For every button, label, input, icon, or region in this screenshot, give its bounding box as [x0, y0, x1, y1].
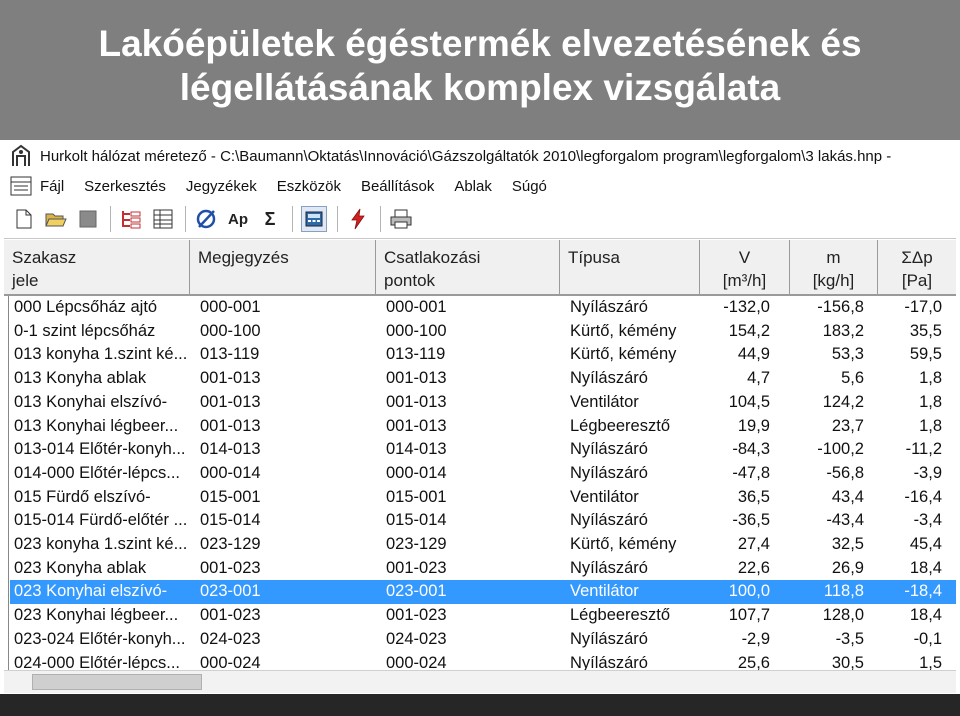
app-window [4, 140, 956, 670]
cell-tipus: Nyílászáró [570, 369, 648, 388]
cell-dp: 45,4 [909, 535, 942, 553]
cell-dp: -18,4 [904, 582, 942, 601]
table-row[interactable] [10, 343, 956, 367]
column-header-line1: Típusa [568, 248, 620, 267]
cell-dp: 59,5 [909, 345, 942, 364]
cell-v: -36,5 [732, 511, 770, 530]
data-grid [4, 240, 956, 670]
column-header-v[interactable] [700, 240, 790, 294]
table-row[interactable] [10, 296, 956, 320]
cell-v: -84,3 [732, 440, 770, 459]
table-row[interactable] [10, 320, 956, 344]
cell-v: 4,7 [747, 369, 770, 388]
cell-szakasz: 0-1 szint lépcsőház [14, 321, 156, 340]
cell-v: 25,6 [737, 653, 770, 670]
table-row[interactable] [10, 462, 956, 486]
table-row[interactable] [10, 533, 956, 557]
cell-dp: -17,0 [904, 298, 942, 316]
cell-megjegyzes: 013-119 [200, 345, 260, 364]
cell-dp: 1,8 [919, 369, 942, 388]
column-header-dp[interactable] [878, 240, 956, 294]
cell-megjegyzes: 015-014 [200, 511, 261, 530]
toolbar-separator [292, 206, 293, 232]
toolbar-separator [185, 206, 186, 232]
column-header-line2: [kg/h] [812, 271, 855, 290]
table-row[interactable] [10, 628, 956, 652]
cell-v: -132,0 [723, 298, 770, 316]
toolbar [4, 200, 956, 239]
cell-dp: -16,4 [904, 487, 942, 506]
table-row[interactable] [10, 557, 956, 581]
cell-megjegyzes: 001-023 [200, 558, 261, 577]
column-header-szakasz[interactable] [4, 240, 190, 294]
column-header-pontok[interactable] [376, 240, 560, 294]
cell-megjegyzes: 001-013 [200, 416, 261, 435]
column-header-line2: [m³/h] [722, 271, 767, 290]
cell-m: -3,5 [835, 629, 864, 648]
cell-szakasz: 013 Konyhai légbeer... [14, 416, 179, 435]
cell-v: 100,0 [728, 582, 770, 601]
cell-tipus: Légbeeresztő [570, 606, 670, 625]
cell-szakasz: 023 Konyhai légbeer... [14, 606, 179, 625]
cell-tipus: Nyílászáró [570, 440, 648, 459]
cell-pontok: 000-024 [386, 653, 447, 670]
table-icon[interactable] [151, 207, 175, 231]
cell-megjegyzes: 001-013 [200, 369, 261, 388]
cell-szakasz: 013-014 Előtér-konyh... [14, 440, 186, 459]
table-row[interactable] [10, 486, 956, 510]
cell-m: -56,8 [826, 463, 864, 482]
cell-m: 118,8 [823, 582, 864, 601]
cell-v: 107,7 [728, 606, 770, 625]
menu-help[interactable]: Súgó [511, 177, 547, 195]
cell-megjegyzes: 000-014 [200, 463, 261, 482]
cell-megjegyzes: 001-023 [200, 606, 261, 625]
lightning-icon[interactable] [346, 207, 370, 231]
table-row[interactable] [10, 509, 956, 533]
cell-pontok: 013-119 [386, 345, 446, 364]
grid-body [4, 296, 956, 670]
cell-szakasz: 023 Konyha ablak [14, 558, 147, 577]
cell-tipus: Ventilátor [570, 582, 639, 601]
cell-szakasz: 024-000 Előtér-lépcs... [14, 653, 181, 670]
column-header-line2: [Pa] [901, 271, 933, 290]
grid-header [4, 240, 956, 296]
document-menu-icon[interactable] [10, 176, 32, 196]
cell-dp: -11,2 [905, 440, 942, 459]
pressure-drop-icon[interactable]: Ap [228, 210, 248, 228]
table-row[interactable] [10, 391, 956, 415]
column-header-line1: ΣΔp [901, 248, 933, 267]
cell-tipus: Kürtő, kémény [570, 535, 677, 553]
cell-pontok: 014-013 [386, 440, 447, 459]
table-row[interactable] [10, 415, 956, 439]
cell-v: 27,4 [737, 535, 770, 553]
cell-megjegyzes: 000-100 [200, 321, 261, 340]
table-row[interactable] [10, 652, 956, 671]
cell-pontok: 000-001 [386, 298, 447, 316]
cell-tipus: Nyílászáró [570, 463, 648, 482]
cell-tipus: Nyílászáró [570, 629, 648, 648]
cell-m: 124,2 [822, 392, 864, 411]
cell-v: -2,9 [741, 629, 770, 648]
menu-settings[interactable]: Beállítások [360, 177, 435, 195]
cell-m: 43,4 [831, 487, 864, 506]
menubar [4, 172, 956, 200]
cell-m: -156,8 [817, 298, 864, 316]
cell-pontok: 015-001 [386, 487, 447, 506]
slide-title-line2: légellátásának komplex vizsgálata [179, 67, 781, 108]
cell-szakasz: 013 Konyhai elszívó- [14, 392, 168, 411]
cell-szakasz: 014-000 Előtér-lépcs... [14, 463, 181, 482]
cell-megjegyzes: 000-024 [200, 653, 261, 670]
cell-megjegyzes: 000-001 [200, 298, 261, 316]
cell-v: 36,5 [737, 487, 770, 506]
cell-m: 32,5 [831, 535, 864, 553]
cell-szakasz: 013 Konyha ablak [14, 369, 147, 388]
window-titlebar [4, 140, 956, 172]
toolbar-separator [380, 206, 381, 232]
cell-m: 53,3 [831, 345, 864, 364]
cell-dp: -3,4 [913, 511, 942, 530]
cell-pontok: 023-001 [386, 582, 447, 601]
cell-tipus: Nyílászáró [570, 511, 648, 530]
cell-v: 104,5 [728, 392, 770, 411]
cell-m: 26,9 [831, 558, 864, 577]
menu-edit[interactable]: Szerkesztés [84, 177, 166, 195]
cell-megjegyzes: 024-023 [200, 629, 261, 648]
horizontal-scrollbar[interactable] [4, 670, 956, 693]
column-header-line1: Megjegyzés [198, 248, 289, 267]
cell-szakasz: 023 Konyhai elszívó- [14, 582, 168, 601]
cell-pontok: 015-014 [386, 511, 447, 530]
cell-tipus: Ventilátor [570, 487, 639, 506]
cell-megjegyzes: 014-013 [200, 440, 261, 459]
new-file-icon[interactable] [12, 207, 36, 231]
sum-icon[interactable]: Σ [264, 208, 276, 229]
cell-szakasz: 015-014 Fürdő-előtér ... [14, 511, 188, 530]
cell-pontok: 024-023 [386, 629, 447, 648]
cell-pontok: 001-013 [386, 392, 447, 411]
cell-tipus: Nyílászáró [570, 558, 648, 577]
column-header-line2: pontok [384, 271, 436, 290]
cell-szakasz: 023-024 Előtér-konyh... [14, 629, 186, 648]
cell-pontok: 001-013 [386, 369, 447, 388]
table-row[interactable] [10, 438, 956, 462]
slide-footer-bar [0, 694, 960, 716]
calculator-icon[interactable] [301, 206, 327, 232]
cell-dp: 1,8 [919, 392, 942, 411]
column-header-tipus[interactable] [560, 240, 700, 294]
cell-v: -47,8 [732, 463, 770, 482]
cell-tipus: Légbeeresztő [570, 416, 670, 435]
column-header-line1: m [826, 248, 841, 267]
cell-v: 44,9 [737, 345, 770, 364]
column-header-line2: jele [12, 271, 39, 290]
cell-dp: -0,1 [913, 629, 942, 648]
cell-megjegyzes: 015-001 [200, 487, 261, 506]
cell-v: 19,9 [737, 416, 770, 435]
column-header-line1: Szakasz [12, 248, 77, 267]
cell-m: -43,4 [826, 511, 864, 530]
cell-pontok: 000-100 [386, 321, 447, 340]
cell-szakasz: 023 konyha 1.szint ké... [14, 535, 188, 553]
cell-szakasz: 000 Lépcsőház ajtó [14, 298, 158, 316]
cell-dp: 18,4 [909, 558, 942, 577]
cell-szakasz: 013 konyha 1.szint ké... [14, 345, 188, 364]
cell-dp: -3,9 [913, 463, 942, 482]
tree-icon[interactable] [119, 207, 143, 231]
slide-title [0, 22, 960, 110]
slide-title-line1: Lakóépületek égéstermék elvezetésének és [98, 23, 862, 64]
cell-dp: 18,4 [909, 606, 942, 625]
cell-dp: 1,5 [919, 653, 942, 670]
cell-pontok: 001-013 [386, 416, 447, 435]
cell-tipus: Nyílászáró [570, 653, 648, 670]
menu-file[interactable]: Fájl [40, 177, 65, 195]
column-header-m[interactable] [790, 240, 878, 294]
calculate-icon[interactable] [194, 207, 218, 231]
table-row[interactable] [10, 367, 956, 391]
cell-szakasz: 015 Fürdő elszívó- [14, 487, 151, 506]
menu-tools[interactable]: Eszközök [276, 177, 341, 195]
menu-window[interactable]: Ablak [454, 177, 492, 195]
cell-dp: 35,5 [909, 321, 942, 340]
cell-pontok: 023-129 [386, 535, 447, 553]
cell-tipus: Nyílászáró [570, 298, 648, 316]
open-folder-icon[interactable] [44, 207, 68, 231]
scrollbar-thumb[interactable] [32, 674, 202, 690]
print-icon[interactable] [389, 207, 413, 231]
cell-m: 183,2 [822, 321, 864, 340]
cell-megjegyzes: 023-129 [200, 535, 261, 553]
table-row-selected[interactable] [10, 580, 956, 604]
cell-v: 22,6 [737, 558, 770, 577]
menu-lists[interactable]: Jegyzékek [185, 177, 257, 195]
cell-pontok: 000-014 [386, 463, 447, 482]
cell-m: 128,0 [822, 606, 864, 625]
cell-v: 154,2 [728, 321, 770, 340]
toolbar-separator [337, 206, 338, 232]
save-icon[interactable] [76, 207, 100, 231]
cell-tipus: Ventilátor [570, 392, 639, 411]
cell-pontok: 001-023 [386, 558, 447, 577]
window-title: Hurkolt hálózat méretező - C:\Baumann\Oktatás\Innováció\Gázszolgáltatók 2010\legforgalom program\legforgalom\3 lakás.hnp - [40, 147, 892, 165]
cell-pontok: 001-023 [386, 606, 447, 625]
cell-megjegyzes: 023-001 [200, 582, 261, 601]
cell-m: 23,7 [831, 416, 864, 435]
app-logo-icon [8, 143, 34, 169]
column-header-line1: Csatlakozási [384, 248, 481, 267]
table-row[interactable] [10, 604, 956, 628]
cell-m: -100,2 [817, 440, 864, 459]
cell-tipus: Kürtő, kémény [570, 345, 677, 364]
column-header-megjegyzes[interactable] [190, 240, 376, 294]
column-header-line1: V [738, 248, 751, 267]
cell-m: 30,5 [831, 653, 864, 670]
cell-dp: 1,8 [919, 416, 942, 435]
cell-megjegyzes: 001-013 [200, 392, 261, 411]
toolbar-separator [110, 206, 111, 232]
cell-tipus: Kürtő, kémény [570, 321, 677, 340]
cell-m: 5,6 [841, 369, 864, 388]
